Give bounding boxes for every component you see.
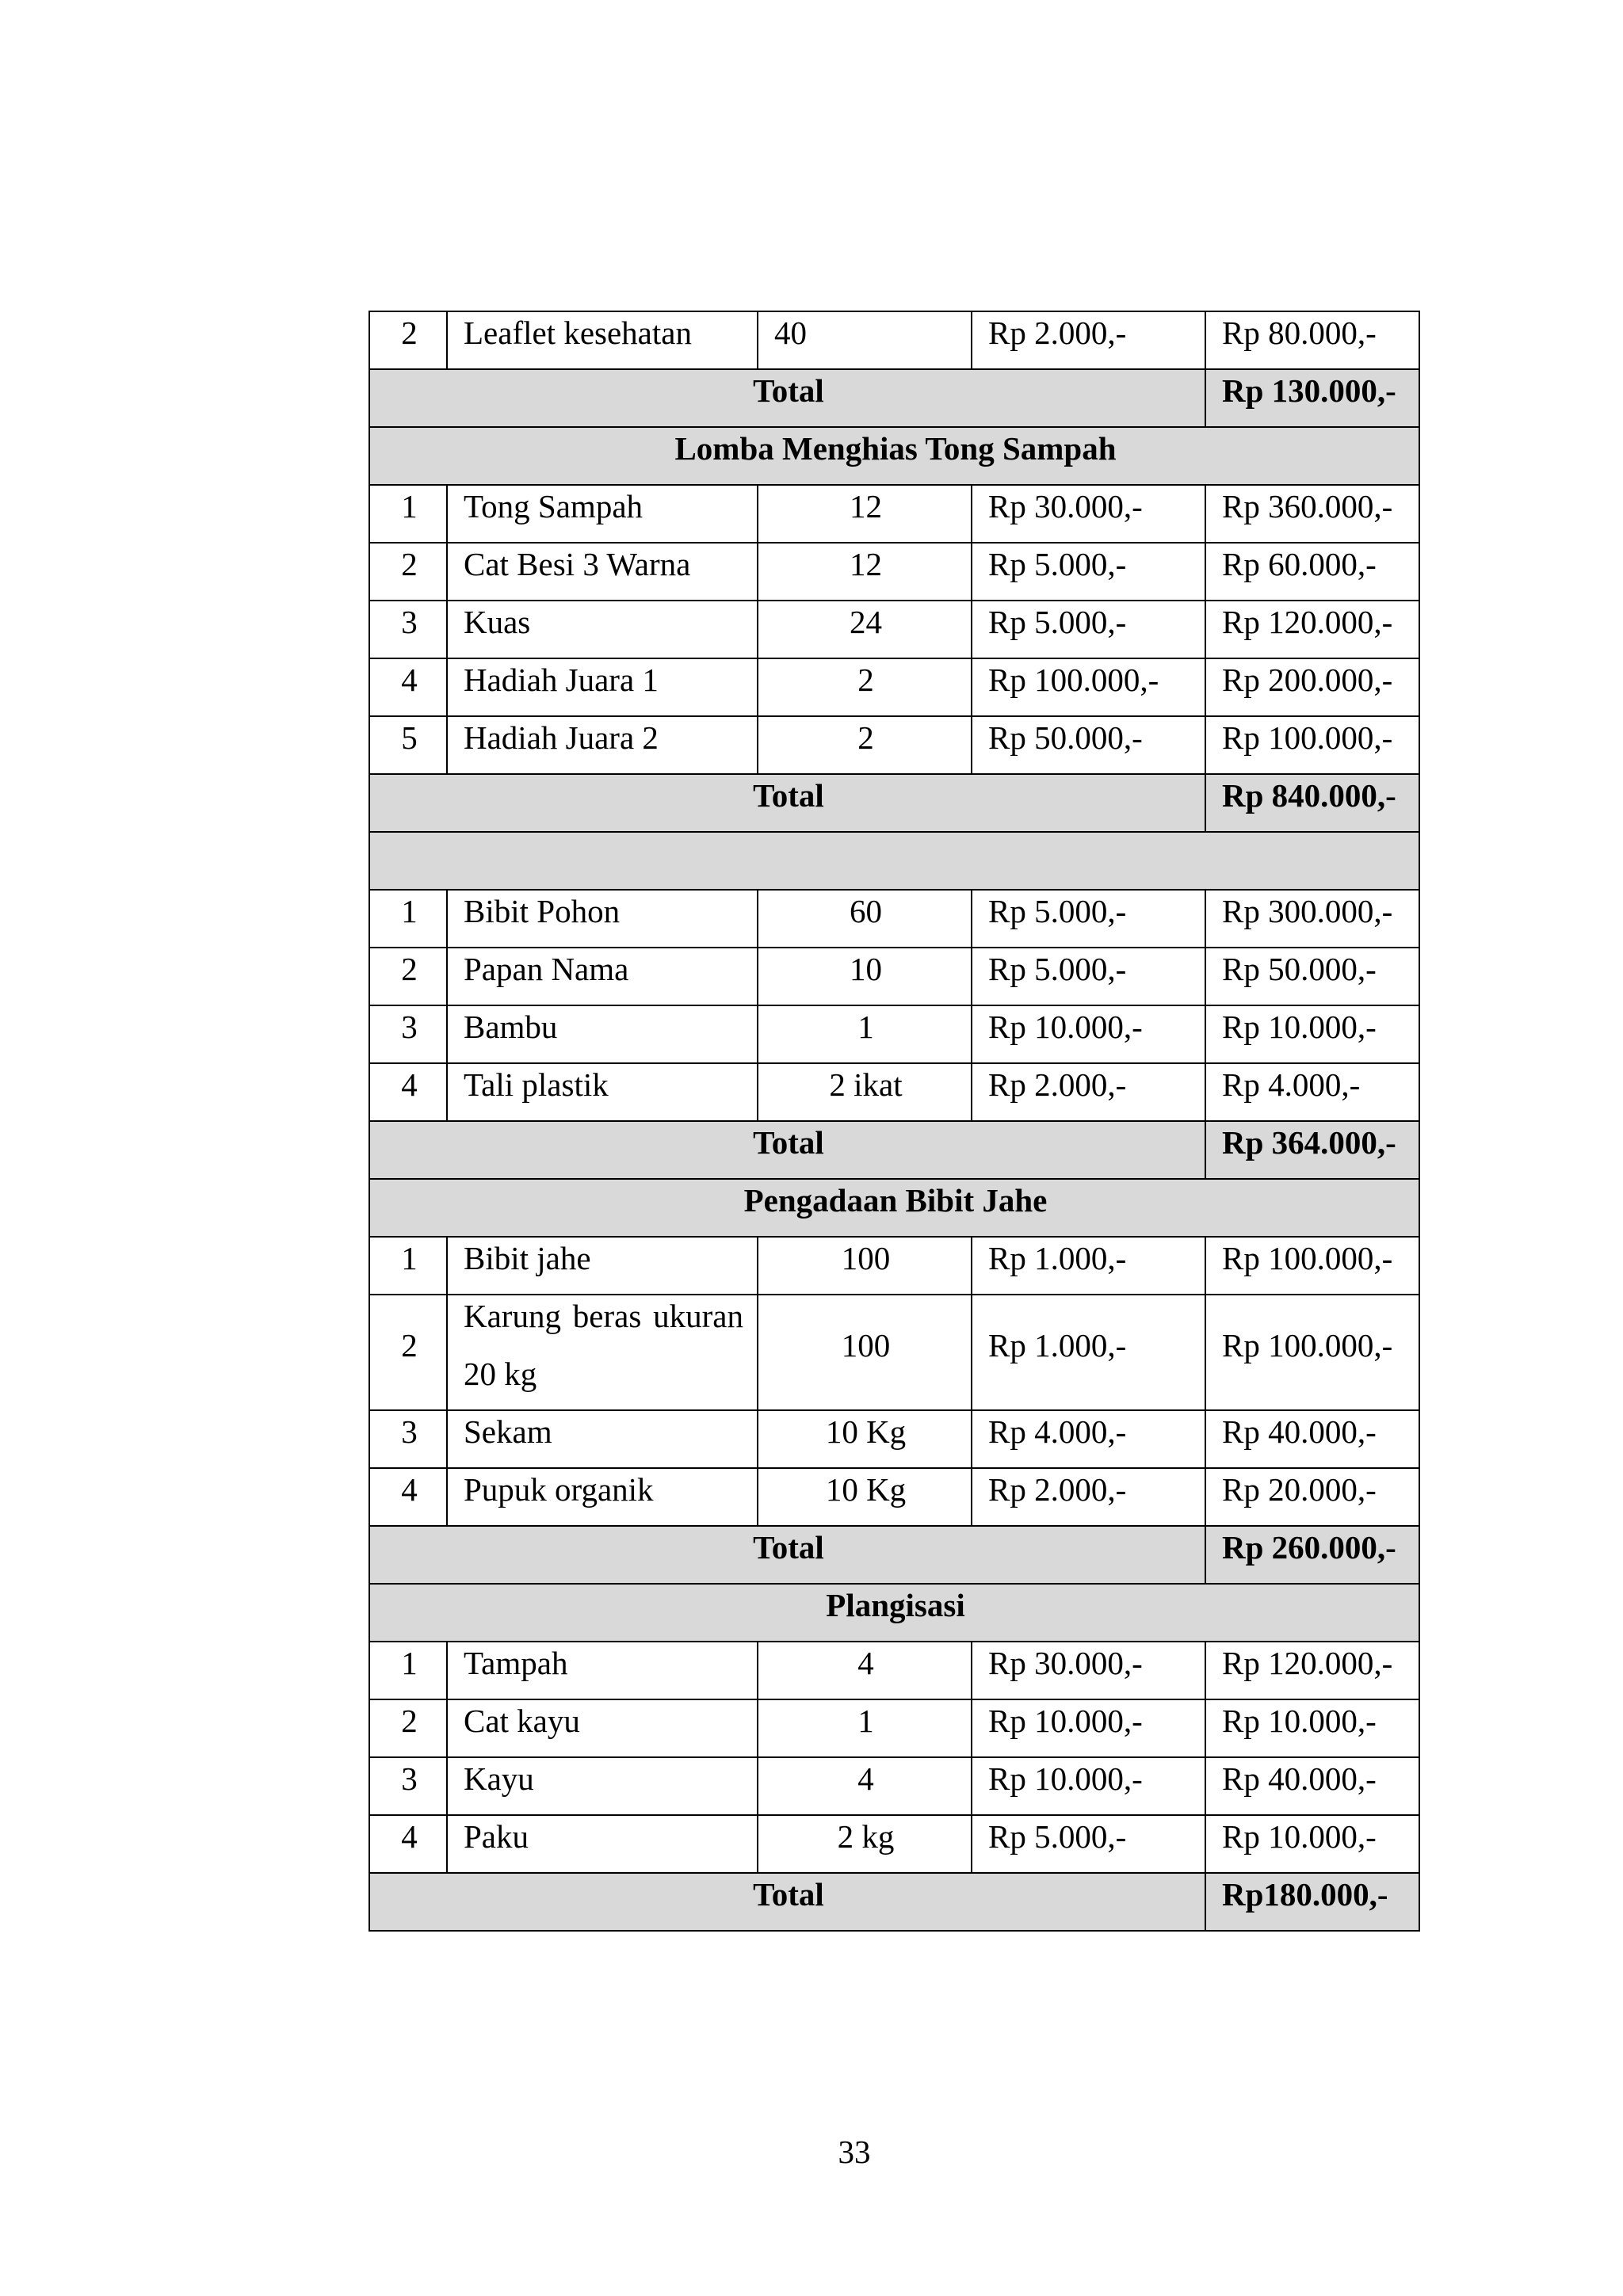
cell-no-text: 3 — [401, 1413, 418, 1450]
total-label-text: Total — [753, 372, 824, 409]
cell-unit-price — [972, 1642, 1205, 1699]
total-label-text: Total — [753, 1529, 824, 1566]
cell-no-text: 4 — [401, 1818, 418, 1855]
cell-item-name-text: Paku — [464, 1818, 529, 1855]
total-label — [369, 369, 1205, 427]
cell-no-text: 1 — [401, 488, 418, 524]
cell-qty-text: 2 kg — [837, 1818, 895, 1855]
cell-unit-price — [972, 1237, 1205, 1295]
cell-subtotal-text: Rp 100.000,- — [1222, 1326, 1393, 1363]
cell-unit-price — [972, 1410, 1205, 1468]
cell-no — [369, 1005, 447, 1063]
cell-no — [369, 1642, 447, 1699]
cell-unit-price — [972, 601, 1205, 658]
cell-item-name-text: Bibit Pohon — [464, 893, 621, 929]
cell-subtotal-text: Rp 40.000,- — [1222, 1413, 1377, 1450]
cell-item-name-text: Leaflet kesehatan — [464, 315, 692, 351]
total-value-text: Rp 260.000,- — [1222, 1529, 1396, 1566]
table-row — [369, 311, 1419, 369]
cell-qty-text: 2 — [857, 662, 874, 698]
cell-qty — [758, 1699, 972, 1757]
cell-no — [369, 890, 447, 948]
cell-unit-price — [972, 1063, 1205, 1121]
cell-item-name-text: Cat kayu — [464, 1703, 580, 1739]
cell-item-name-text: Hadiah Juara 1 — [464, 662, 659, 698]
cell-unit-price — [972, 485, 1205, 543]
table-row — [369, 948, 1419, 1005]
cell-unit-price-text: Rp 1.000,- — [988, 1240, 1127, 1276]
cell-no-text: 1 — [401, 893, 418, 929]
total-value-text: Rp 840.000,- — [1222, 777, 1396, 814]
cell-item-name — [447, 1237, 758, 1295]
table-row — [369, 601, 1419, 658]
cell-unit-price-text: Rp 10.000,- — [988, 1703, 1143, 1739]
cell-no-text: 5 — [401, 719, 418, 756]
cell-item-name — [447, 1410, 758, 1468]
cell-unit-price-text: Rp 5.000,- — [988, 1818, 1127, 1855]
cell-no-text: 4 — [401, 662, 418, 698]
cell-subtotal-text: Rp 50.000,- — [1222, 951, 1377, 987]
cell-qty-text: 100 — [841, 1240, 891, 1276]
cell-unit-price — [972, 658, 1205, 716]
cell-qty — [758, 1005, 972, 1063]
cell-subtotal-text: Rp 40.000,- — [1222, 1760, 1377, 1797]
cell-qty-text: 4 — [857, 1760, 874, 1797]
cell-qty-text: 10 Kg — [825, 1471, 907, 1508]
cell-no-text: 1 — [401, 1645, 418, 1681]
total-value — [1205, 369, 1419, 427]
cell-qty-text: 1 — [857, 1009, 874, 1045]
cell-unit-price — [972, 1757, 1205, 1815]
cell-no-text: 2 — [401, 315, 418, 351]
cell-qty — [758, 1815, 972, 1873]
table-row — [369, 1237, 1419, 1295]
cell-qty-text: 10 — [850, 951, 882, 987]
section-title-text: Lomba Menghias Tong Sampah — [674, 430, 1117, 467]
table-row — [369, 1815, 1419, 1873]
total-value-text: Rp 130.000,- — [1222, 372, 1396, 409]
cell-unit-price-text: Rp 1.000,- — [988, 1326, 1127, 1363]
cell-item-name — [447, 1295, 758, 1410]
cell-qty-text: 2 ikat — [829, 1066, 903, 1103]
section-title — [369, 1584, 1419, 1642]
cell-qty — [758, 948, 972, 1005]
cell-item-name-text: Tali plastik — [464, 1066, 609, 1103]
cell-subtotal-text: Rp 4.000,- — [1222, 1066, 1361, 1103]
cell-item-name — [447, 1468, 758, 1526]
cell-qty — [758, 890, 972, 948]
table-row — [369, 1699, 1419, 1757]
cell-unit-price — [972, 1295, 1205, 1410]
section-title — [369, 832, 1419, 890]
table-row — [369, 1642, 1419, 1699]
table-row — [369, 543, 1419, 601]
cell-qty — [758, 1468, 972, 1526]
table-row — [369, 485, 1419, 543]
cell-unit-price-text: Rp 5.000,- — [988, 951, 1127, 987]
cell-qty — [758, 1642, 972, 1699]
cell-qty-text: 60 — [850, 893, 882, 929]
cell-subtotal — [1205, 311, 1419, 369]
cell-subtotal-text: Rp 300.000,- — [1222, 893, 1393, 929]
table-row — [369, 716, 1419, 774]
cell-unit-price-text: Rp 2.000,- — [988, 1066, 1127, 1103]
cell-item-name-text: Tampah — [464, 1645, 568, 1681]
total-value-text: Rp180.000,- — [1222, 1876, 1388, 1913]
cell-subtotal — [1205, 1468, 1419, 1526]
cell-unit-price — [972, 716, 1205, 774]
cell-qty-text: 4 — [857, 1645, 874, 1681]
cell-subtotal-text: Rp 10.000,- — [1222, 1703, 1377, 1739]
cell-item-name — [447, 543, 758, 601]
cell-qty — [758, 311, 972, 369]
section-title — [369, 1179, 1419, 1237]
cell-no — [369, 1063, 447, 1121]
total-value — [1205, 1121, 1419, 1179]
cell-subtotal — [1205, 658, 1419, 716]
cell-subtotal-text: Rp 100.000,- — [1222, 1240, 1393, 1276]
cell-qty-text: 1 — [857, 1703, 874, 1739]
total-row — [369, 774, 1419, 832]
section-header-row — [369, 427, 1419, 485]
cell-no — [369, 658, 447, 716]
cell-no — [369, 485, 447, 543]
total-value — [1205, 1873, 1419, 1931]
cell-qty-text: 2 — [857, 719, 874, 756]
table-row — [369, 1468, 1419, 1526]
cell-no — [369, 1237, 447, 1295]
cell-no — [369, 948, 447, 1005]
cell-qty-text: 40 — [774, 315, 807, 351]
cell-subtotal — [1205, 716, 1419, 774]
cell-item-name — [447, 1815, 758, 1873]
cell-item-name — [447, 1005, 758, 1063]
cell-subtotal-text: Rp 200.000,- — [1222, 662, 1393, 698]
cell-qty — [758, 658, 972, 716]
cell-unit-price — [972, 1815, 1205, 1873]
total-label-text: Total — [753, 777, 824, 814]
cell-subtotal — [1205, 1005, 1419, 1063]
cell-subtotal-text: Rp 360.000,- — [1222, 488, 1393, 524]
cell-subtotal-text: Rp 120.000,- — [1222, 1645, 1393, 1681]
cell-unit-price-text: Rp 100.000,- — [988, 662, 1159, 698]
cell-item-name — [447, 948, 758, 1005]
cell-no-text: 4 — [401, 1066, 418, 1103]
cell-item-name-text: Pupuk organik — [464, 1471, 654, 1508]
cell-no — [369, 1815, 447, 1873]
cell-item-name-text: Bibit jahe — [464, 1240, 591, 1276]
cell-item-name-text: Papan Nama — [464, 951, 629, 987]
cell-unit-price — [972, 1699, 1205, 1757]
total-row — [369, 369, 1419, 427]
total-row — [369, 1526, 1419, 1584]
cell-subtotal — [1205, 948, 1419, 1005]
table-row — [369, 1410, 1419, 1468]
cell-no — [369, 601, 447, 658]
total-value-text: Rp 364.000,- — [1222, 1124, 1396, 1161]
cell-subtotal — [1205, 1699, 1419, 1757]
cell-unit-price-text: Rp 5.000,- — [988, 893, 1127, 929]
cell-unit-price-text: Rp 30.000,- — [988, 488, 1143, 524]
cell-item-name — [447, 658, 758, 716]
cell-item-name-text: Kayu — [464, 1760, 534, 1797]
cell-item-name — [447, 1699, 758, 1757]
cell-item-name — [447, 890, 758, 948]
cell-unit-price-text: Rp 2.000,- — [988, 315, 1127, 351]
cell-no — [369, 1757, 447, 1815]
cell-qty-text: 100 — [841, 1326, 891, 1363]
cell-item-name — [447, 1063, 758, 1121]
total-label — [369, 1526, 1205, 1584]
cell-subtotal-text: Rp 10.000,- — [1222, 1818, 1377, 1855]
cell-subtotal — [1205, 543, 1419, 601]
cell-item-name-text: Tong Sampah — [464, 488, 643, 524]
cell-no — [369, 1295, 447, 1410]
cell-no-text: 2 — [401, 1703, 418, 1739]
cell-subtotal — [1205, 1757, 1419, 1815]
cell-item-name — [447, 1757, 758, 1815]
total-row — [369, 1873, 1419, 1931]
cell-unit-price-text: Rp 5.000,- — [988, 546, 1127, 582]
cell-no-text: 2 — [401, 1326, 418, 1363]
cell-qty — [758, 716, 972, 774]
cell-subtotal-text: Rp 100.000,- — [1222, 719, 1393, 756]
table-row — [369, 1295, 1419, 1410]
cell-qty — [758, 1757, 972, 1815]
total-label-text: Total — [753, 1876, 824, 1913]
total-value — [1205, 1526, 1419, 1584]
total-label — [369, 1121, 1205, 1179]
cell-item-name — [447, 1642, 758, 1699]
cell-item-name-text: Cat Besi 3 Warna — [464, 546, 691, 582]
cell-subtotal-text: Rp 60.000,- — [1222, 546, 1377, 582]
cell-no-text: 3 — [401, 604, 418, 640]
cell-item-name-text: Bambu — [464, 1009, 558, 1045]
page-number: 33 — [838, 2134, 871, 2170]
table-row — [369, 1757, 1419, 1815]
cell-item-name — [447, 311, 758, 369]
section-header-row — [369, 832, 1419, 890]
cell-unit-price — [972, 311, 1205, 369]
cell-item-name-text: Hadiah Juara 2 — [464, 719, 659, 756]
cell-qty — [758, 601, 972, 658]
cell-unit-price — [972, 948, 1205, 1005]
cell-qty-text: 24 — [850, 604, 882, 640]
cell-subtotal — [1205, 1063, 1419, 1121]
cell-qty — [758, 1063, 972, 1121]
cell-unit-price — [972, 890, 1205, 948]
cell-qty-text: 12 — [850, 546, 882, 582]
cell-unit-price-text: Rp 10.000,- — [988, 1760, 1143, 1797]
cell-item-name-text: Kuas — [464, 604, 531, 640]
cell-unit-price-text: Rp 5.000,- — [988, 604, 1127, 640]
cell-subtotal — [1205, 1237, 1419, 1295]
cell-unit-price-text: Rp 50.000,- — [988, 719, 1143, 756]
cell-unit-price — [972, 543, 1205, 601]
cell-no-text: 4 — [401, 1471, 418, 1508]
section-title-text: Plangisasi — [826, 1587, 965, 1623]
cell-item-name-text: Sekam — [464, 1413, 552, 1450]
cell-no — [369, 311, 447, 369]
table-row — [369, 1005, 1419, 1063]
cell-subtotal-text: Rp 10.000,- — [1222, 1009, 1377, 1045]
total-label — [369, 1873, 1205, 1931]
section-header-row — [369, 1584, 1419, 1642]
cell-subtotal-text: Rp 20.000,- — [1222, 1471, 1377, 1508]
cell-no — [369, 716, 447, 774]
cell-unit-price-text: Rp 10.000,- — [988, 1009, 1143, 1045]
cell-no-text: 3 — [401, 1009, 418, 1045]
cell-qty-text: 12 — [850, 488, 882, 524]
cell-item-name — [447, 716, 758, 774]
cell-subtotal — [1205, 601, 1419, 658]
table-row — [369, 890, 1419, 948]
budget-table — [369, 311, 1420, 1932]
cell-no-text: 1 — [401, 1240, 418, 1276]
cell-subtotal — [1205, 1642, 1419, 1699]
section-header-row — [369, 1179, 1419, 1237]
cell-subtotal-text: Rp 120.000,- — [1222, 604, 1393, 640]
cell-qty — [758, 543, 972, 601]
total-label — [369, 774, 1205, 832]
cell-unit-price-text: Rp 30.000,- — [988, 1645, 1143, 1681]
cell-item-name — [447, 601, 758, 658]
budget-table-body — [369, 311, 1419, 1931]
cell-qty — [758, 1295, 972, 1410]
section-title — [369, 427, 1419, 485]
table-row — [369, 1063, 1419, 1121]
cell-no-text: 2 — [401, 951, 418, 987]
cell-qty-text: 10 Kg — [825, 1413, 907, 1450]
section-title-text: Pengadaan Bibit Jahe — [743, 1182, 1048, 1219]
cell-no — [369, 1468, 447, 1526]
cell-no — [369, 543, 447, 601]
total-value — [1205, 774, 1419, 832]
table-row — [369, 658, 1419, 716]
cell-subtotal — [1205, 1815, 1419, 1873]
cell-unit-price-text: Rp 2.000,- — [988, 1471, 1127, 1508]
cell-subtotal — [1205, 1295, 1419, 1410]
cell-unit-price — [972, 1005, 1205, 1063]
cell-no — [369, 1699, 447, 1757]
cell-unit-price-text: Rp 4.000,- — [988, 1413, 1127, 1450]
total-row — [369, 1121, 1419, 1179]
cell-subtotal — [1205, 1410, 1419, 1468]
cell-subtotal — [1205, 890, 1419, 948]
cell-item-name — [447, 485, 758, 543]
cell-no-text: 2 — [401, 546, 418, 582]
cell-qty — [758, 1237, 972, 1295]
cell-no — [369, 1410, 447, 1468]
total-label-text: Total — [753, 1124, 824, 1161]
cell-no-text: 3 — [401, 1760, 418, 1797]
cell-qty — [758, 1410, 972, 1468]
cell-subtotal-text: Rp 80.000,- — [1222, 315, 1377, 351]
cell-qty — [758, 485, 972, 543]
cell-unit-price — [972, 1468, 1205, 1526]
cell-item-name-text: Karung beras ukuran 20 kg — [464, 1298, 743, 1392]
cell-subtotal — [1205, 485, 1419, 543]
